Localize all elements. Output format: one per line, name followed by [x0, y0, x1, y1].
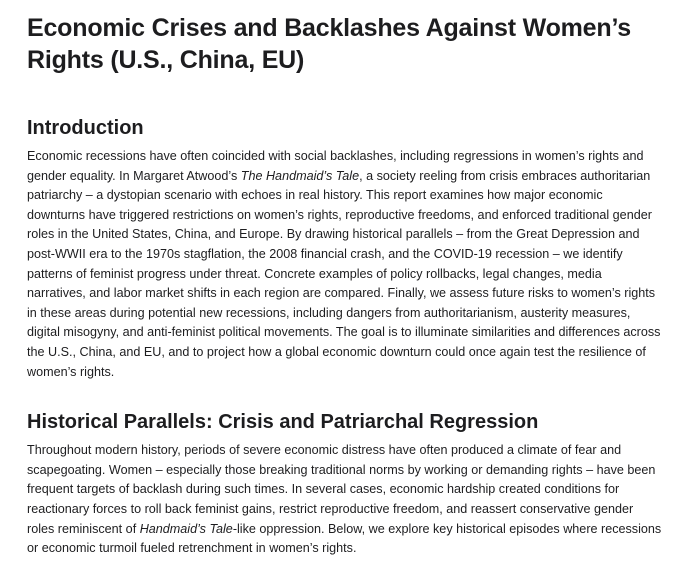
paragraph-historical-parallels	[27, 441, 663, 559]
bottom-fade-overlay	[0, 557, 680, 573]
paragraph-text: Throughout modern history, periods of severe economic distress have often produced a climate of fear and scapegoating. Women – especially those breaking traditional norms by working or demanding rights – have been frequent targets of backlash during such times. In several cases, economic hardship created conditions for reactionary forces to roll back feminist gains, restrict reproductive freedom, and reassert conservative gender roles reminiscent of	[27, 443, 656, 536]
paragraph-text: -like oppression. Below, we explore key historical episodes where recessions or economic turmoil fueled retrenchment in women’s rights.	[27, 521, 662, 556]
section-heading-historical-parallels: Historical Parallels: Crisis and Patriarchal Regression	[27, 411, 539, 434]
paragraph-text: Economic recessions have often coincided with social backlashes, including regressions in women’s rights and gender equality. In Margaret Atwood’s	[27, 149, 644, 183]
paragraph-introduction	[27, 147, 663, 382]
book-title-emphasis: The Handmaid’s Tale	[240, 168, 360, 183]
document-title: Economic Crises and Backlashes Against Women’s Rights (U.S., China, EU)	[27, 14, 631, 74]
book-title-emphasis: Handmaid’s Tale	[139, 521, 233, 536]
section-heading-introduction: Introduction	[27, 117, 144, 139]
document	[27, 12, 663, 559]
paragraph-text: , a society reeling from crisis embraces authoritarian patriarchy – a dystopian scenario with echoes in real history. This report examines how major economic downturns have triggered restrictions on women’s rights, reproductive freedoms, and enforced traditional gender roles in the United States, China, and Europe. By drawing historical parallels – from the Great Depression and post-WWII era to the 1970s stagflation, the 2008 financial crash, and the COVID-19 recession – we identify patterns of feminist progress under threat. Concrete examples of policy rollbacks, legal changes, media narratives, and labor market shifts in each region are compared. Finally, we assess future risks to women’s rights in these areas during potential new recessions, including dangers from authoritarianism, austerity measures, digital misogyny, and anti-feminist political movements. The goal is to illuminate similarities and differences across the U.S., China, and EU, and to project how a global economic downturn could once again test the resilience of women’s rights.	[27, 168, 661, 379]
